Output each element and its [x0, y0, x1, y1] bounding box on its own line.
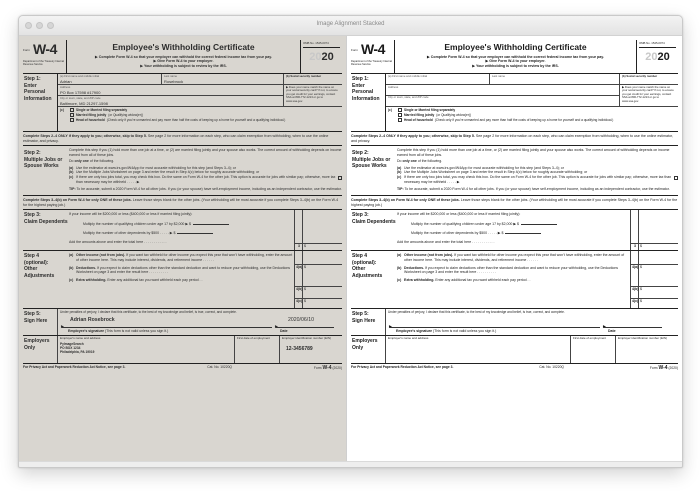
step2-label: Step 2: Multiple Jobs or Spouse Works [352, 150, 391, 170]
form-instruction-3: ▶ Your withholding is subject to review by the IRS. [140, 64, 227, 69]
step3-claim-dependents: Step 3: Claim Dependents If your income will be $200,000 or less ($400,000 or less if married filing jointly): Multiply the number of qualifying children under age 17 by $2,000 ▶ $ Multiply the number of other dependents by $500 . . . . . ▶ $ Add the amounts above and enter the total here . . . . . . . . . . . . 3 $ [23, 210, 342, 251]
line-4c-number: 4(c) [296, 299, 303, 304]
filing-hoh-checkbox[interactable] [398, 118, 402, 122]
form-instruction-2: ▶ Give Form W-4 to your employer. [485, 59, 546, 64]
first-name-field[interactable]: (a) First name and middle initial Adrian [58, 74, 162, 84]
step2-multiple-jobs [351, 146, 678, 196]
form-header [23, 40, 342, 74]
step4-other-adjustments [23, 251, 342, 309]
first-name-field[interactable]: (a) First name and middle initial [386, 74, 490, 84]
step2-option-c: (c) If there are only two jobs total, you may check this box. Do the same on Form W-4 for the other job. This option is accurate for jobs with similar pay; otherwise, more tax than necessary may be withheld . . . . . ▶ [397, 175, 678, 184]
window-title: Image Alignment Stacked [316, 21, 385, 27]
perjury-statement: Under penalties of perjury, I declare that this certificate, to the best of my knowledge and belief, is true, correct, and complete. [60, 310, 237, 315]
step1-label: Step 1: Enter Personal Information [24, 76, 52, 102]
step5-label: Step 5: Sign Here [352, 311, 376, 324]
line-4b-amount[interactable]: $ [303, 286, 342, 291]
employers-only-section [23, 336, 342, 364]
filing-joint-checkbox[interactable] [70, 113, 74, 117]
line-3-number: 3 [295, 243, 302, 248]
step4-label: Step 4 (optional): Other Adjustments [352, 253, 383, 279]
step4b-deductions: (b) Deductions. If you expect to claim deductions other than the standard deduction and want to reduce your withholding, use the Deductions Worksheet on page 3 and enter the result here . . . . . . . . . . [397, 265, 619, 275]
step1-label: Step 1: Enter Personal Information [352, 76, 380, 102]
step2-tip: TIP: To be accurate, submit a 2020 Form W-4 for all other jobs. If you (or your spouse) have self-employment income, including as an independent contractor, use the estimator. [397, 186, 670, 191]
address-field[interactable]: Address PO Box 17598 #17900 [58, 85, 283, 96]
form-number: W-4 [361, 41, 385, 57]
step4c-extra-withholding: (c) Extra withholding. Enter any additional tax you want withheld each pay period . . [397, 278, 531, 283]
form-footer: For Privacy Act and Paperwork Reduction Act Notice, see page 3. Cat. No. 10220Q Form W-4 (2020) [351, 365, 678, 372]
step3-label: Step 3: Claim Dependents [352, 212, 396, 225]
signature-arrow-icon: ► [388, 324, 393, 331]
title-bar[interactable] [19, 16, 682, 36]
form-footer: For Privacy Act and Paperwork Reduction Act Notice, see page 3. Cat. No. 10220Q Form W-4 (2020) [23, 365, 342, 372]
city-value: Baltimore, MD 21297-1598 [60, 100, 108, 106]
department-text: Department of the Treasury Internal Revenue Service [351, 60, 392, 67]
ssn-note: ▶ Does your name match the name on your social security card? If not, to ensure you get credit for your earnings, contact SSA at 800-772-1213 or go to www.ssa.gov. [622, 85, 674, 103]
last-name-field[interactable]: Last name Rosebrock [162, 74, 284, 84]
step4c-extra-withholding: (c) Extra withholding. Enter any additional tax you want withheld each pay period . . [69, 278, 203, 283]
form-title-block [67, 40, 300, 73]
step1-personal-info [23, 74, 342, 132]
other-dependents-line[interactable]: Multiply the number of other dependents by $500 . . . . . ▶ $ [69, 231, 294, 235]
line-4b-number: 4(b) [632, 287, 639, 292]
form-year: 2020 [645, 51, 670, 64]
step2-only-one: Do only one of the following. [69, 159, 115, 164]
ein-field[interactable]: Employer identification number (EIN) 12-3456789 [280, 336, 342, 363]
line-4a-number: 4(a) [296, 265, 303, 270]
form-title: Employee's Withholding Certificate [112, 42, 255, 52]
employers-only-label: Employers Only [352, 338, 378, 351]
omb-year-block [636, 40, 678, 73]
form-title: Employee's Withholding Certificate [444, 42, 587, 52]
step4b-deductions: (b) Deductions. If you expect to claim deductions other than the standard deduction and want to reduce your withholding, use the Deductions Worksheet on page 3 and enter the result here . . . . . . . . . . [69, 265, 291, 275]
line-4c-number: 4(c) [632, 299, 639, 304]
step2-tip: TIP: To be accurate, submit a 2020 Form W-4 for all other jobs. If you (or your spouse) have self-employment income, including as an independent contractor, use the estimator. [69, 186, 342, 191]
form-header [351, 40, 678, 74]
date-caption: Date [280, 329, 288, 334]
line-4a-number: 4(a) [632, 265, 639, 270]
step5-sign-here [351, 309, 678, 336]
filing-single-checkbox[interactable] [70, 108, 74, 112]
step2-multiple-jobs [23, 146, 342, 196]
date-arrow-icon: ► [274, 324, 279, 331]
signature-field[interactable] [388, 322, 600, 331]
step2-intro: Complete this step if you (1) hold more than one job at a time, or (2) are married filing jointly and your spouse also works. The correct amount of withholding depends on income earned from all of these jobs. [397, 148, 670, 158]
form-instruction-1: ▶ Complete Form W-4 so that your employer can withhold the correct federal income tax from your pay. [95, 54, 272, 59]
step3-claim-dependents: Step 3: Claim Dependents If your income will be $200,000 or less ($400,000 or less if married filing jointly): Multiply the number of qualifying children under age 17 by $2,000 ▶ $ Multiply the number of other dependents by $500 . . . . . ▶ $ Add the amounts above and enter the total here . . . . . . . . . . . . 3 $ [351, 210, 678, 251]
scanned-form-image [19, 36, 346, 461]
step2-option-a: (a) Use the estimator at www.irs.gov/W4App for most accurate withholding for this step (and Steps 3–4); or [69, 165, 236, 170]
steps-2-4-notice: Complete Steps 2–4 ONLY if they apply to you; otherwise, skip to Step 5. See page 2 for more information on each step, who can claim exemption from withholding, when to use the online estimator, and privacy. [351, 132, 678, 146]
address-value: PO Box 17598 #17900 [60, 89, 101, 95]
last-name-value: Rosebrock [164, 78, 184, 84]
date-arrow-icon: ► [602, 324, 607, 331]
other-dependents-line[interactable]: Multiply the number of other dependents by $500 . . . . . ▶ $ [397, 231, 630, 235]
line-4a-amount[interactable]: $ [639, 264, 678, 269]
step2-intro: Complete this step if you (1) hold more than one job at a time, or (2) are married filing jointly and your spouse also works. The correct amount of withholding depends on income earned from all of these jobs. [69, 148, 342, 158]
signature-arrow-icon: ► [60, 324, 65, 331]
form-label: Form [351, 48, 358, 52]
employer-name-field[interactable]: Employer's name and address PyImageSearch PO BOX 1234 Philadelphia, PA 19019 [57, 336, 235, 363]
employers-only-section [351, 336, 678, 364]
omb-number: OMB No. 1545-0074 [639, 42, 676, 48]
qualifying-children-line[interactable]: Multiply the number of qualifying children under age 17 by $2,000 ▶ $ [397, 222, 630, 226]
step3-label: Step 3: Claim Dependents [24, 212, 68, 225]
ssn-note: ▶ Does your name match the name on your social security card? If not, to ensure you get credit for your earnings, contact SSA at 800-772-1213 or go to www.ssa.gov. [286, 85, 338, 103]
date-value: 2020/06/10 [288, 317, 314, 324]
first-date-employment-field[interactable]: First date of employment [571, 336, 616, 363]
filing-joint-checkbox[interactable] [398, 113, 402, 117]
line-3-amount[interactable]: $ [303, 210, 342, 250]
line-3-number: 3 [631, 243, 638, 248]
city-field[interactable]: City or town, state, and ZIP code [388, 95, 429, 100]
address-field[interactable]: Address [386, 85, 619, 96]
line-4b-number: 4(b) [296, 287, 303, 292]
line-4b-amount[interactable]: $ [639, 286, 678, 291]
steps-3-4-notice: Complete Steps 3–4(b) on Form W-4 for only ONE of these jobs. Leave those steps blank for the other jobs. (Your withholding will be most accurate if you complete Steps 3–4(b) on the Form W-4 for the highest paying job.) [23, 196, 342, 210]
employer-name-field[interactable]: Employer's name and address [385, 336, 571, 363]
form-instruction-2: ▶ Give Form W-4 to your employer. [153, 59, 214, 64]
form-instruction-3: ▶ Your withholding is subject to review by the IRS. [472, 64, 559, 69]
line-4c-amount[interactable]: $ [303, 298, 342, 303]
form-label: Form [23, 48, 30, 52]
step2-only-one: Do only one of the following. [397, 159, 443, 164]
ein-field[interactable]: Employer identification number (EIN) [618, 336, 668, 341]
signature-value: Adrian Rosebrock [70, 317, 115, 324]
form-instruction-1: ▶ Complete Form W-4 so that your employer can withhold the correct federal income tax from your pay. [427, 54, 604, 59]
step1-personal-info [351, 74, 678, 132]
line-3-amount[interactable]: $ [639, 210, 678, 250]
last-name-field[interactable]: Last name [490, 74, 620, 84]
filing-status: (c) Single or Married filing separately Married filing jointly (or Qualifying widow(er)) Head of household (Check only if you're unmarried and pay more than half the costs of keeping up a home for yourself and a qualifying individual.) [60, 108, 286, 122]
line-4a-amount[interactable]: $ [303, 264, 342, 269]
step2-option-c: (c) If there are only two jobs total, you may check this box. Do the same on Form W-4 for the other job. This option is accurate for jobs with similar pay; otherwise, more tax than necessary may be withheld . . . . . ▶ [69, 175, 342, 184]
form-title-block [395, 40, 636, 73]
step4a-other-income: (a) Other income (not from jobs). If you want tax withheld for other income you expect this year that won't have withholding, enter the amount of other income here. This may include interest, dividends, and retirement income . . . . . . [397, 253, 625, 262]
perjury-statement: Under penalties of perjury, I declare that this certificate, to the best of my knowledge and belief, is true, correct, and complete. [388, 310, 565, 315]
form-number: W-4 [33, 41, 57, 57]
filing-status: (c) Single or Married filing separately Married filing jointly (or Qualifying widow(er)) Head of household (Check only if you're unmarried and pay more than half the costs of keeping up a home for yourself and a qualifying individual.) [388, 108, 614, 122]
app-window [18, 15, 683, 468]
image-canvas [19, 36, 682, 461]
form-id-block [351, 40, 395, 73]
steps-3-4-notice: Complete Steps 3–4(b) on Form W-4 for only ONE of these jobs. Leave those steps blank for the other jobs. (Your withholding will be most accurate if you complete Steps 3–4(b) on the Form W-4 for the highest paying job.) [351, 196, 678, 210]
omb-number: OMB No. 1545-0074 [303, 42, 340, 48]
filing-hoh-checkbox[interactable] [70, 118, 74, 122]
line-4c-amount[interactable]: $ [639, 298, 678, 303]
steps-2-4-notice: Complete Steps 2–4 ONLY if they apply to you; otherwise, skip to Step 5. See page 2 for more information on each step, who can claim exemption from withholding, when to use the online estimator, and privacy. [23, 132, 342, 146]
first-date-employment-field[interactable]: First date of employment [235, 336, 280, 363]
first-name-value: Adrian [60, 78, 72, 84]
signature-caption: Employee's signature (This form is not valid unless you sign it.) [396, 329, 497, 334]
step2-option-b: (b) Use the Multiple Jobs Worksheet on page 3 and enter the result in Step 4(c) below for roughly accurate withholding; or [397, 170, 588, 175]
department-text: Department of the Treasury Internal Revenue Service [23, 60, 64, 67]
date-field[interactable] [602, 322, 662, 331]
form-year: 2020 [309, 51, 334, 64]
ssn-field[interactable]: (b) Social security number [622, 73, 658, 78]
employers-only-label: Employers Only [24, 338, 50, 351]
filing-single-checkbox[interactable] [398, 108, 402, 112]
ein-value: 12-3456789 [286, 345, 313, 352]
date-caption: Date [608, 329, 616, 334]
step2-label: Step 2: Multiple Jobs or Spouse Works [24, 150, 63, 170]
form-id-block [23, 40, 67, 73]
ssn-field[interactable]: (b) Social security number [286, 73, 322, 78]
two-jobs-checkbox[interactable] [674, 176, 678, 180]
step5-sign-here [23, 309, 342, 336]
template-form-image [346, 36, 682, 461]
window-bottom-strip [19, 461, 682, 467]
two-jobs-checkbox[interactable] [338, 176, 342, 180]
omb-year-block [300, 40, 342, 73]
city-field[interactable]: City or town, state, and ZIP code Baltimore, MD 21297-1598 [58, 96, 283, 106]
signature-caption: Employee's signature (This form is not valid unless you sign it.) [68, 329, 169, 334]
step2-option-b: (b) Use the Multiple Jobs Worksheet on page 3 and enter the result in Step 4(c) below for roughly accurate withholding; or [69, 170, 260, 175]
step4a-other-income: (a) Other income (not from jobs). If you want tax withheld for other income you expect this year that won't have withholding, enter the amount of other income here. This may include interest, dividends, and retirement income . . . . . . [69, 253, 293, 262]
step4-other-adjustments [351, 251, 678, 309]
step4-label: Step 4 (optional): Other Adjustments [24, 253, 55, 279]
step2-option-a: (a) Use the estimator at www.irs.gov/W4App for most accurate withholding for this step (and Steps 3–4); or [397, 165, 564, 170]
step5-label: Step 5: Sign Here [24, 311, 48, 324]
qualifying-children-line[interactable]: Multiply the number of qualifying children under age 17 by $2,000 ▶ $ [69, 222, 294, 226]
